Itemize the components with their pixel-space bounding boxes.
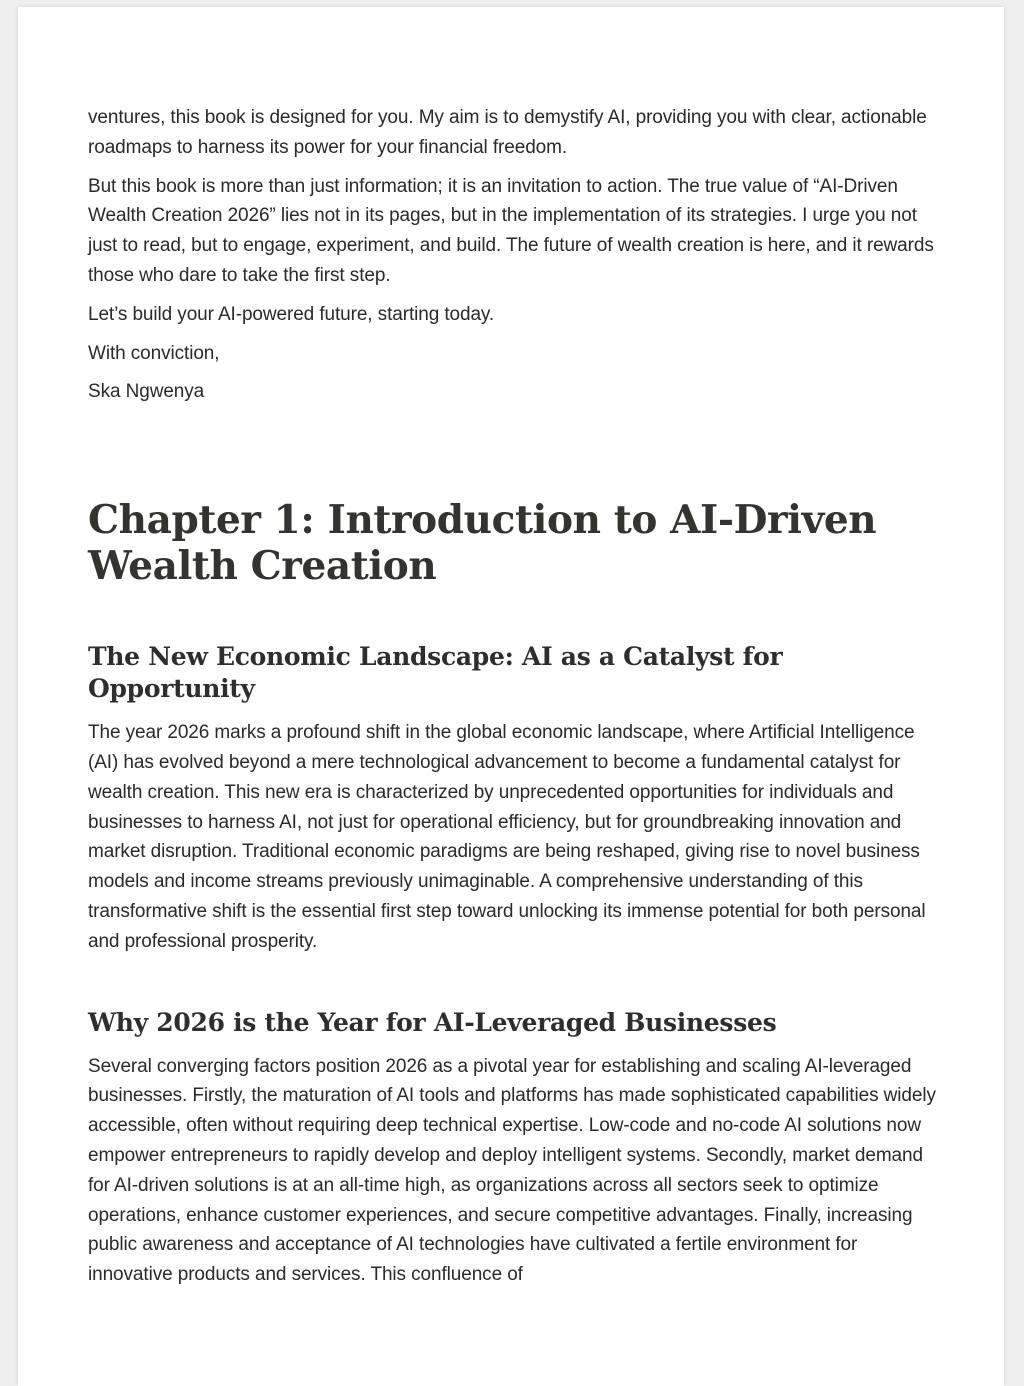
author-signature: Ska Ngwenya [88,381,205,403]
intro-paragraph: Let’s build your AI-powered future, starting today. [88,303,495,325]
page-content [88,103,940,1299]
section-heading: The New Economic Landscape: AI as a Catalyst for Opportunity [88,642,783,704]
section-heading: Why 2026 is the Year for AI-Leveraged Businesses [88,1007,777,1037]
intro-paragraph: ventures, this book is designed for you. My aim is to demystify AI, providing you with clear, actionable roadmaps to harness its power for your financial freedom. [88,107,927,158]
closing-line: With conviction, [88,342,220,364]
chapter-title: Chapter 1: Introduction to AI-Driven Wealth Creation [88,497,877,590]
section-body: Several converging factors position 2026 as a pivotal year for establishing and scaling AI-leveraged businesses. Firstly, the maturation of AI tools and platforms has made sophisticated capabilities widely accessible, often without requiring deep technical expertise. Low-code and no-code AI solutions now empower entrepreneurs to rapidly develop and deploy intelligent systems. Secondly, market demand for AI-driven solutions is at an all-time high, as organizations across all sectors seek to optimize operations, enhance customer experiences, and secure competitive advantages. Finally, increasing public awareness and acceptance of AI technologies have cultivated a fertile environment for innovative products and services. This confluence of [88,1055,936,1286]
intro-paragraph: But this book is more than just information; it is an invitation to action. The true value of “AI-Driven Wealth Creation 2026” lies not in its pages, but in the implementation of its strategies. I urge you not just to read, but to engage, experiment, and build. The future of wealth creation is here, and it rewards those who dare to take the first step. [88,175,934,286]
section-body: The year 2026 marks a profound shift in the global economic landscape, where Artificial Intelligence (AI) has evolved beyond a mere technological advancement to become a fundamental catalyst for wealth creation. This new era is characterized by unprecedented opportunities for individuals and businesses to harness AI, not just for operational efficiency, but for groundbreaking innovation and market disruption. Traditional economic paradigms are being reshaped, giving rise to novel business models and income streams previously unimaginable. A comprehensive understanding of this transformative shift is the essential first step toward unlocking its immense potential for both personal and professional prosperity. [88,722,926,952]
document-page [18,7,1004,1386]
